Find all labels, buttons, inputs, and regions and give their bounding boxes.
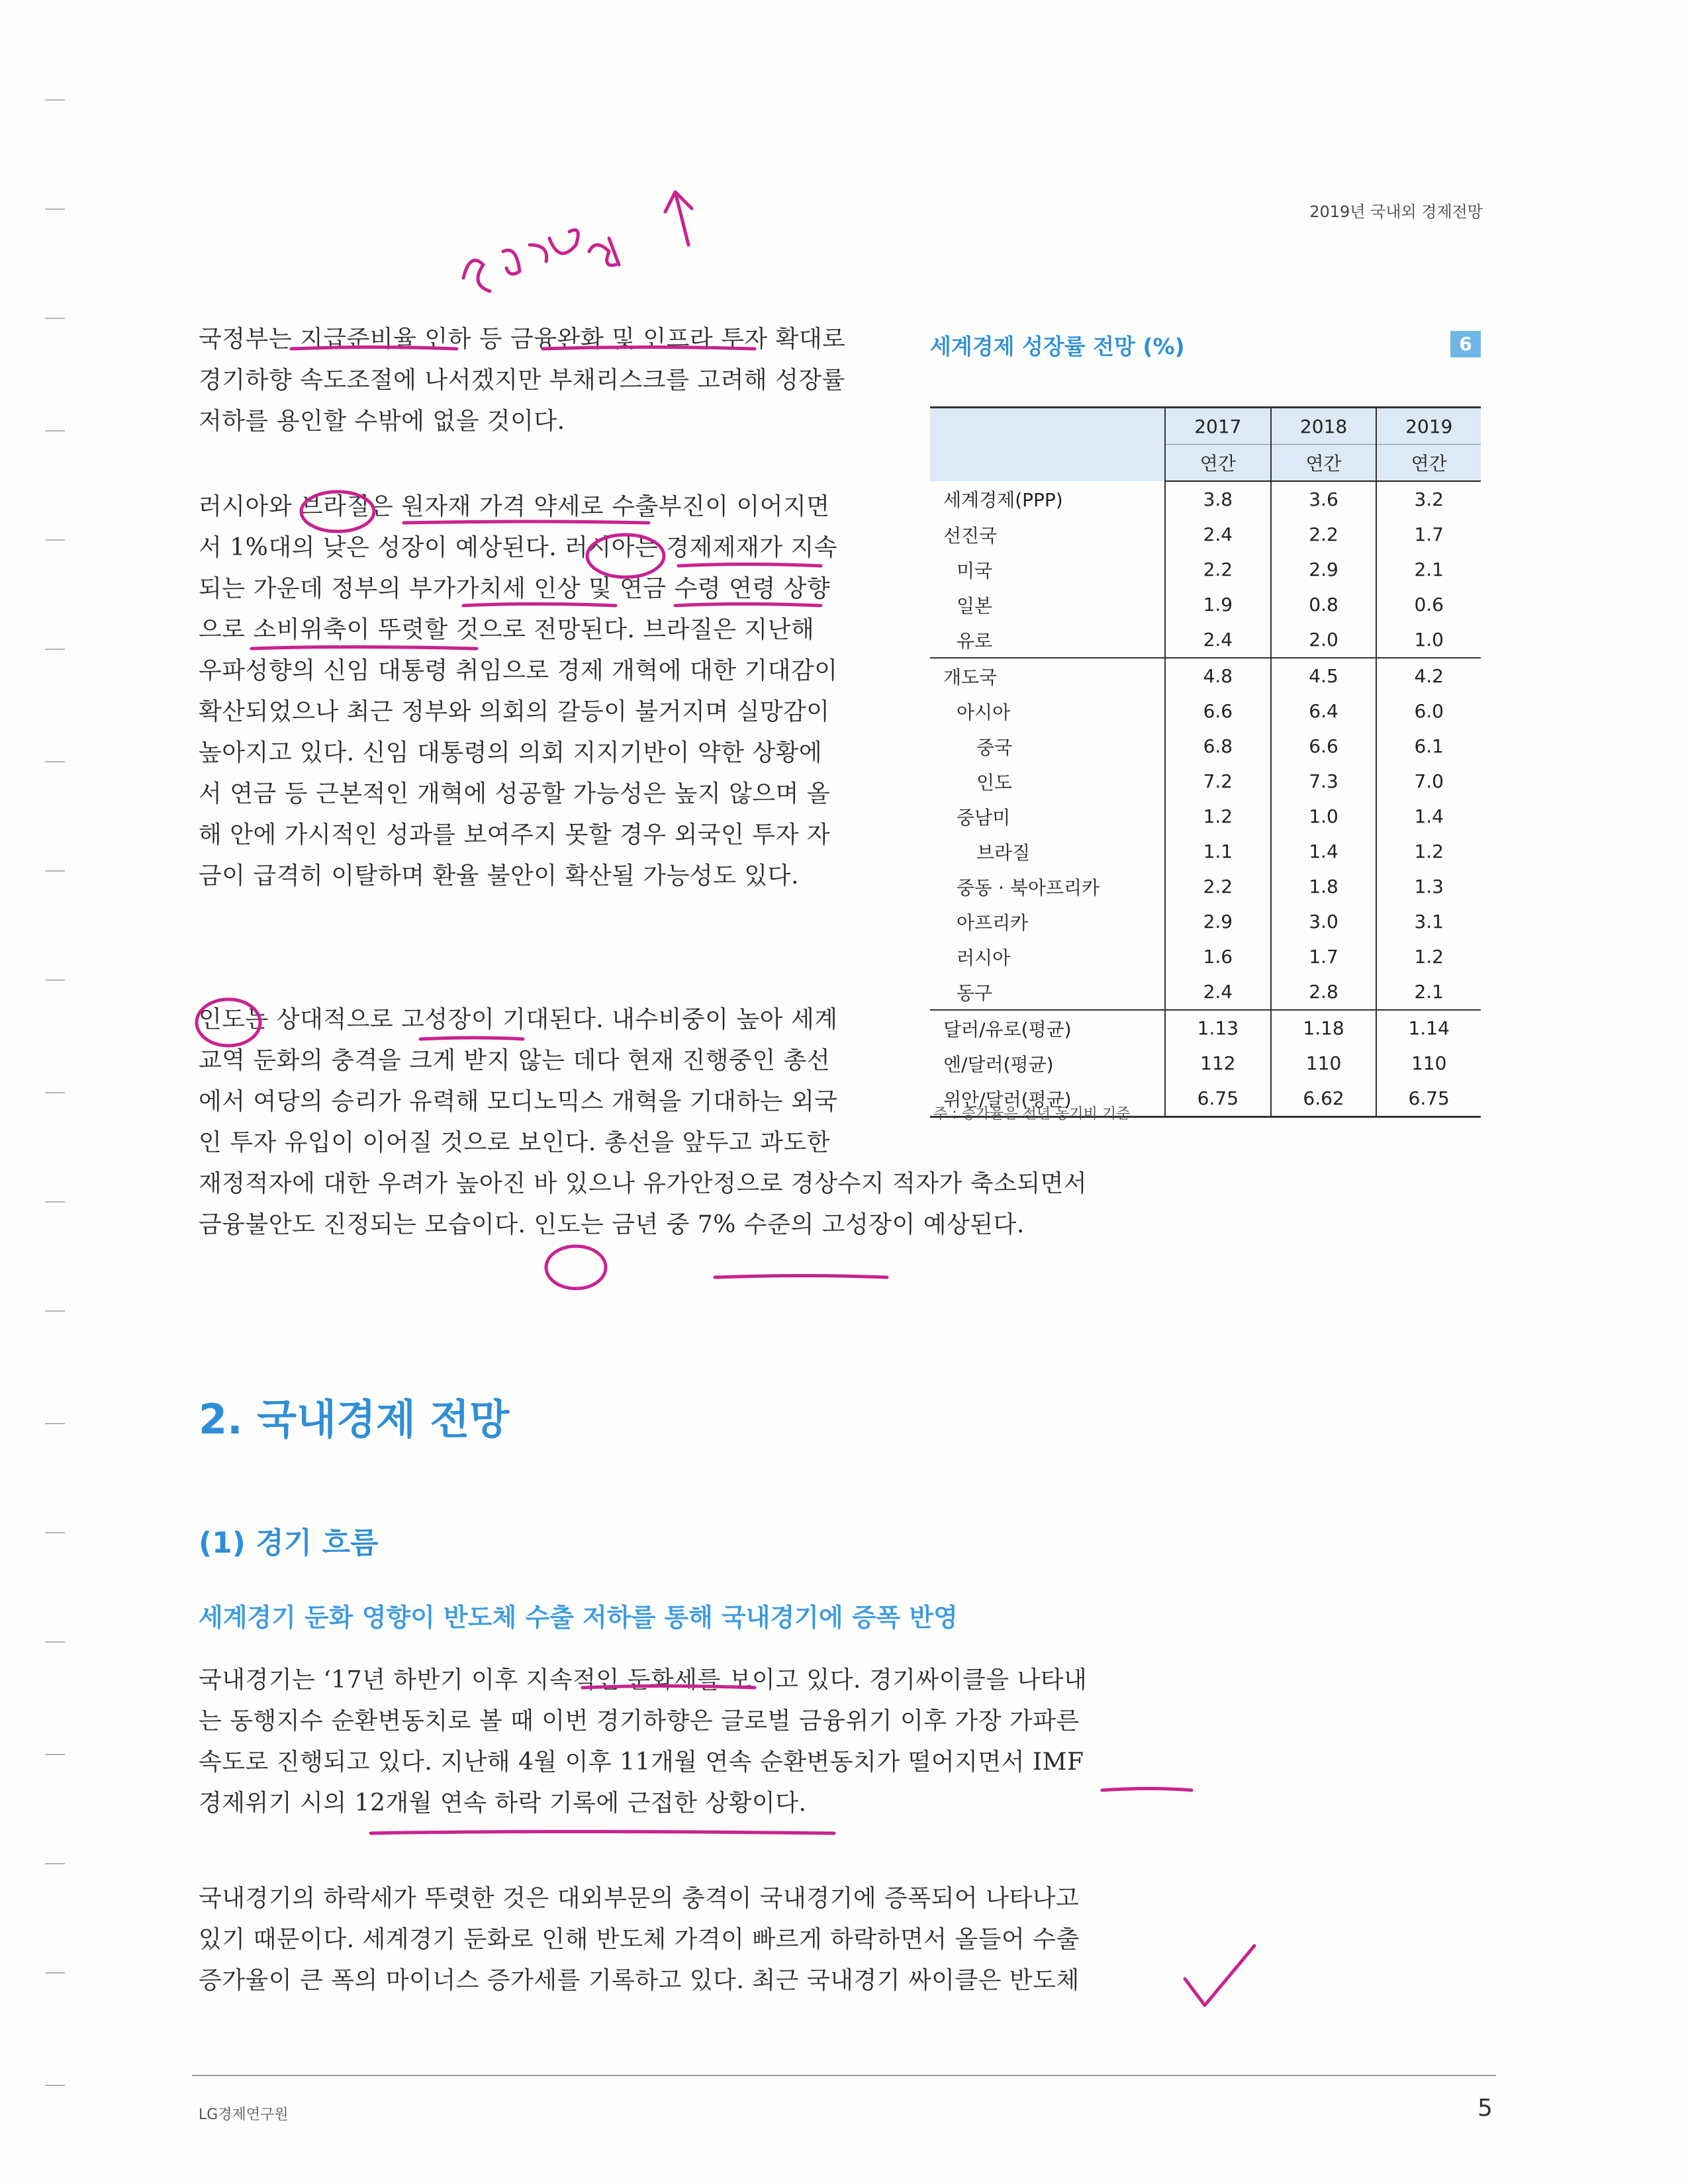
text-line: 해 안에 가시적인 성과를 보여주지 못할 경우 외국인 투자 자: [199, 821, 831, 848]
cell-value: 6.4: [1271, 694, 1377, 729]
text-line: 재정적자에 대한 우려가 높아진 바 있으나 유가안정으로 경상수지 적자가 축소되면서: [199, 1170, 1088, 1197]
cell-value: 1.0: [1271, 799, 1377, 834]
table-row: [930, 517, 1481, 552]
cell-value: 4.8: [1165, 658, 1271, 694]
table-row: [930, 974, 1481, 1010]
text-line: 되는 가운데 정부의 부가가치세 인상 및 연금 수령 연령 상향: [199, 575, 831, 602]
table-title: 세계경제 성장률 전망 (%): [930, 334, 1185, 359]
text-line: 증가율이 큰 폭의 마이너스 증가세를 기록하고 있다. 최근 국내경기 싸이클은 반도체: [199, 1967, 1080, 1994]
text-line: 으로 소비위축이 뚜렷할 것으로 전망된다. 브라질은 지난해: [199, 616, 815, 643]
table-row: [930, 799, 1481, 834]
cell-value: 3.2: [1376, 481, 1481, 517]
cell-value: 7.0: [1376, 764, 1481, 799]
ink-circle: [546, 1246, 606, 1289]
cell-value: 1.7: [1271, 939, 1377, 974]
text-line: 금융불안도 진정되는 모습이다. 인도는 금년 중 7% 수준의 고성장이 예상된다.: [199, 1211, 1025, 1238]
cell-value: 2.4: [1165, 974, 1271, 1010]
col-header-period: 연간: [1165, 445, 1271, 482]
text-line: 속도로 진행되고 있다. 지난해 4월 이후 11개월 연속 순환변동치가 떨어지면서 IMF: [199, 1749, 1084, 1776]
section-heading: 2. 국내경제 전망: [199, 1395, 510, 1443]
table-row: [930, 869, 1481, 904]
cell-value: 3.8: [1165, 481, 1271, 517]
subsection-subtitle: 세계경기 둔화 영향이 반도체 수출 저하를 통해 국내경기에 증폭 반영: [199, 1603, 958, 1632]
text-line: 러시아와 브라질은 원자재 가격 약세로 수출부진이 이어지면: [199, 493, 830, 520]
text-line: 국내경기는 ‘17년 하반기 이후 지속적인 둔화세를 보이고 있다. 경기싸이클을 나타내: [199, 1666, 1088, 1694]
text-line: 인 투자 유입이 이어질 것으로 보인다. 총선을 앞두고 과도한: [199, 1129, 831, 1156]
cell-value: 1.4: [1271, 834, 1377, 869]
row-label: 미국: [930, 552, 1165, 587]
cell-value: 2.2: [1271, 517, 1377, 552]
cell-value: 1.13: [1165, 1010, 1271, 1046]
cell-value: 1.2: [1165, 799, 1271, 834]
cell-value: 1.14: [1376, 1010, 1481, 1046]
text-line: 에서 여당의 승리가 유력해 모디노믹스 개혁을 기대하는 외국: [199, 1088, 838, 1115]
cell-value: 1.6: [1165, 939, 1271, 974]
cell-value: 4.5: [1271, 658, 1377, 694]
table-number-badge: 6: [1450, 331, 1481, 357]
row-label: 유로: [930, 622, 1165, 658]
cell-value: 3.0: [1271, 904, 1377, 939]
table-row: [930, 729, 1481, 764]
cell-value: 2.2: [1165, 869, 1271, 904]
text-line: 국내경기의 하락세가 뚜렷한 것은 대외부문의 충격이 국내경기에 증폭되어 나타나고: [199, 1885, 1080, 1912]
row-label: 브라질: [930, 834, 1165, 869]
cell-value: 1.3: [1376, 869, 1481, 904]
page-header: 2019년 국내외 경제전망: [1309, 203, 1483, 221]
cell-value: 2.0: [1271, 622, 1377, 658]
cell-value: 6.1: [1376, 729, 1481, 764]
text-line: 서 1%대의 낮은 성장이 예상된다. 러시아는 경제제재가 지속: [199, 534, 838, 561]
cell-value: 7.2: [1165, 764, 1271, 799]
text-line: 교역 둔화의 충격을 크게 받지 않는 데다 현재 진행중인 총선: [199, 1047, 831, 1074]
text-line: 서 연금 등 근본적인 개혁에 성공할 가능성은 높지 않으며 올: [199, 780, 831, 807]
table-row: [930, 764, 1481, 799]
table-note: 주 : 증가율은 전년 동기비 기준: [933, 1106, 1131, 1122]
row-label: 아프리카: [930, 904, 1165, 939]
cell-value: 1.4: [1376, 799, 1481, 834]
cell-value: 0.8: [1271, 587, 1377, 622]
cell-value: 1.2: [1376, 939, 1481, 974]
text-line: 높아지고 있다. 신임 대통령의 의회 지지기반이 약한 상황에: [199, 739, 823, 766]
cell-value: 1.7: [1376, 517, 1481, 552]
table-row: [930, 904, 1481, 939]
checkmark-icon: [1185, 1946, 1254, 2005]
table-row: [930, 622, 1481, 658]
table-row: [930, 1010, 1481, 1046]
cell-value: 6.8: [1165, 729, 1271, 764]
cell-value: 6.75: [1165, 1081, 1271, 1117]
cell-value: 1.9: [1165, 587, 1271, 622]
row-label: 인도: [930, 764, 1165, 799]
cell-value: 1.1: [1165, 834, 1271, 869]
cell-value: 112: [1165, 1046, 1271, 1081]
table-row: [930, 587, 1481, 622]
footer-divider: [192, 2075, 1496, 2076]
cell-value: 6.6: [1271, 729, 1377, 764]
cell-value: 2.4: [1165, 517, 1271, 552]
text-line: 국정부는 지급준비율 인하 등 금융완화 및 인프라 투자 확대로: [199, 326, 846, 353]
row-label: 달러/유로(평균): [930, 1010, 1165, 1046]
table-corner: [930, 408, 1165, 482]
cell-value: 0.6: [1376, 587, 1481, 622]
text-line: 는 동행지수 순환변동치로 볼 때 이번 경기하향은 글로벌 금융위기 이후 가장 가파른: [199, 1707, 1080, 1735]
cell-value: 2.4: [1165, 622, 1271, 658]
paragraph-china: [199, 319, 845, 442]
cell-value: 6.75: [1376, 1081, 1481, 1117]
col-header-year: 2019: [1376, 408, 1481, 445]
cell-value: 3.1: [1376, 904, 1481, 939]
cell-value: 6.0: [1376, 694, 1481, 729]
row-label: 일본: [930, 587, 1165, 622]
cell-value: 2.1: [1376, 552, 1481, 587]
cell-value: 2.2: [1165, 552, 1271, 587]
cell-value: 3.6: [1271, 481, 1377, 517]
cell-value: 2.1: [1376, 974, 1481, 1010]
row-label: 아시아: [930, 694, 1165, 729]
paragraph-russia-brazil: [199, 486, 838, 897]
row-label: 동구: [930, 974, 1165, 1010]
cell-value: 110: [1376, 1046, 1481, 1081]
arrow-up-icon: [665, 192, 692, 245]
scribble-note: [463, 230, 619, 292]
row-label: 중남미: [930, 799, 1165, 834]
paragraph-domestic-1: [199, 1660, 1087, 1824]
table-row: [930, 694, 1481, 729]
paragraph-domestic-2: [199, 1878, 1080, 2001]
cell-value: 1.2: [1376, 834, 1481, 869]
cell-value: 2.9: [1165, 904, 1271, 939]
text-line: 경제위기 시의 12개월 연속 하락 기록에 근접한 상황이다.: [199, 1790, 807, 1817]
row-label: 세계경제(PPP): [930, 481, 1165, 517]
cell-value: 2.8: [1271, 974, 1377, 1010]
table-row: [930, 834, 1481, 869]
row-label: 개도국: [930, 658, 1165, 694]
footer-org: LG경제연구원: [199, 2107, 289, 2123]
cell-value: 6.62: [1271, 1081, 1377, 1117]
col-header-year: 2017: [1165, 408, 1271, 445]
cell-value: 4.2: [1376, 658, 1481, 694]
row-label: 선진국: [930, 517, 1165, 552]
ink-underline: [371, 1832, 834, 1834]
row-label: 엔/달러(평균): [930, 1046, 1165, 1081]
table-title-bar: [930, 326, 1481, 357]
table-row: [930, 939, 1481, 974]
cell-value: 7.3: [1271, 764, 1377, 799]
text-line: 인도는 상대적으로 고성장이 기대된다. 내수비중이 높아 세계: [199, 1006, 838, 1033]
binder-edge: [40, 0, 66, 2184]
ink-underline: [1102, 1789, 1192, 1791]
cell-value: 6.6: [1165, 694, 1271, 729]
text-line: 저하를 용인할 수밖에 없을 것이다.: [199, 408, 565, 435]
ink-underline: [715, 1276, 887, 1278]
subsection-heading: (1) 경기 흐름: [199, 1526, 379, 1560]
text-line: 우파성향의 신임 대통령 취임으로 경제 개혁에 대한 기대감이: [199, 657, 838, 684]
table-row: [930, 481, 1481, 517]
table-row: [930, 552, 1481, 587]
page-number: 5: [1477, 2095, 1493, 2122]
table-row: [930, 1046, 1481, 1081]
table-row: [930, 658, 1481, 694]
cell-value: 1.8: [1271, 869, 1377, 904]
row-label: 러시아: [930, 939, 1165, 974]
row-label: 중동 · 북아프리카: [930, 869, 1165, 904]
row-label: 위안/달러(평균): [930, 1081, 1165, 1117]
text-line: 확산되었으나 최근 정부와 의회의 갈등이 불거지며 실망감이: [199, 698, 830, 725]
text-line: 있기 때문이다. 세계경기 둔화로 인해 반도체 가격이 빠르게 하락하면서 올들어 수출: [199, 1926, 1080, 1953]
cell-value: 1.0: [1376, 622, 1481, 658]
col-header-period: 연간: [1376, 445, 1481, 482]
col-header-year: 2018: [1271, 408, 1377, 445]
col-header-period: 연간: [1271, 445, 1377, 482]
growth-forecast-table: [930, 406, 1481, 1118]
cell-value: 2.9: [1271, 552, 1377, 587]
cell-value: 1.18: [1271, 1010, 1377, 1046]
text-line: 금이 급격히 이탈하며 환율 불안이 확산될 가능성도 있다.: [199, 862, 799, 889]
row-label: 중국: [930, 729, 1165, 764]
text-line: 경기하향 속도조절에 나서겠지만 부채리스크를 고려해 성장률: [199, 367, 845, 394]
cell-value: 110: [1271, 1046, 1377, 1081]
